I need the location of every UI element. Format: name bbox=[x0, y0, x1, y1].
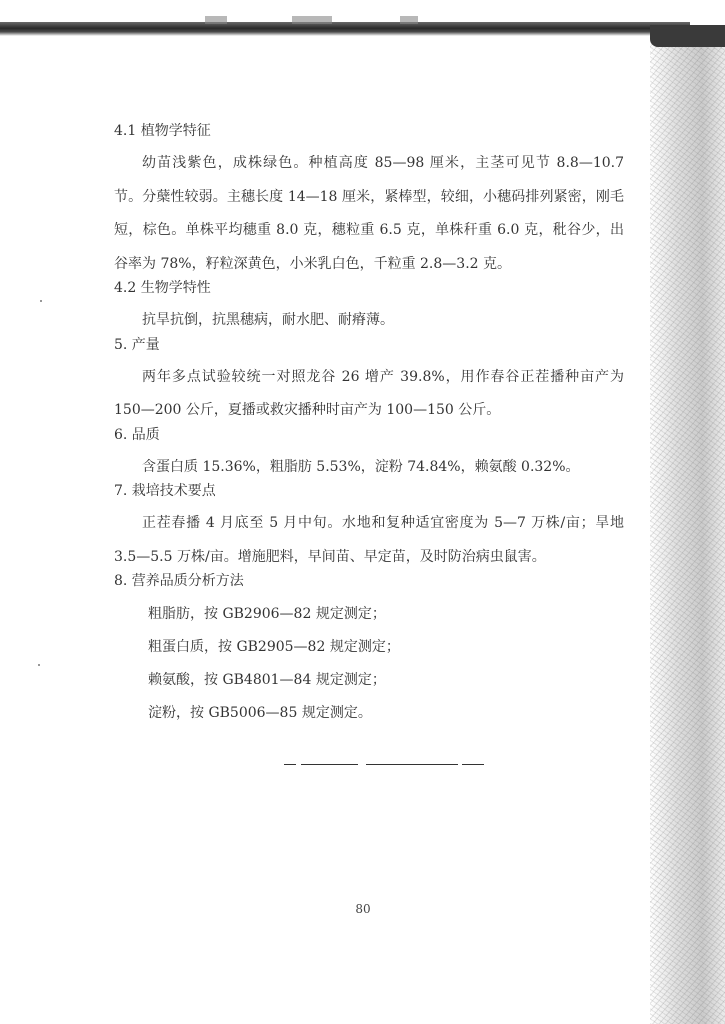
scan-speck bbox=[38, 664, 40, 666]
divider-gap bbox=[358, 761, 366, 767]
section-text-quality: 含蛋白质 15.36%，粗脂肪 5.53%，淀粉 74.84%，赖氨酸 0.32%。 bbox=[142, 458, 580, 475]
section-text-cultivation: 正茬春播 4 月底至 5 月中旬。水地和复种适宜密度为 5—7 万株/亩；旱地 3.5—5.5 万株/亩。增施肥料，早间苗、早定苗，及时防治病虫鼠害。 bbox=[114, 515, 624, 565]
scan-fleck bbox=[292, 16, 332, 24]
section-text-botanical: 幼苗浅紫色，成株绿色。种植高度 85—98 厘米，主茎可见节 8.8—10.7 节。分蘖性较弱。主穗长度 14—18 厘米，紧棒型，较细，小穗码排列紧密，刚毛短，棕色。单株平均穗重 8.0 克，穗粒重 6.5 克，单株秆重 6.0 克，秕谷少，出谷率为 78%，籽粒深黄色，小米乳白色，千粒重 2.8—3.2 克。 bbox=[114, 155, 624, 272]
scan-fleck bbox=[400, 16, 418, 24]
page-number: 80 bbox=[355, 902, 371, 916]
section-heading-quality: 6. 品质 bbox=[114, 426, 160, 443]
method-item: 粗蛋白质，按 GB2905—82 规定测定； bbox=[148, 639, 400, 655]
section-heading-biological: 4.2 生物学特性 bbox=[114, 280, 211, 296]
section-heading-yield: 5. 产量 bbox=[114, 336, 160, 353]
divider-gap bbox=[458, 761, 462, 767]
scan-top-edge bbox=[0, 22, 690, 36]
binding-top-shadow bbox=[650, 25, 725, 47]
end-divider bbox=[284, 764, 484, 765]
scan-speck bbox=[40, 300, 42, 302]
section-heading-botanical: 4.1 植物学特征 bbox=[114, 123, 211, 139]
method-item: 赖氨酸，按 GB4801—84 规定测定； bbox=[148, 672, 386, 688]
section-heading-analysis-methods: 8. 营养品质分析方法 bbox=[114, 573, 244, 589]
document-body bbox=[114, 122, 624, 737]
section-heading-cultivation: 7. 栽培技术要点 bbox=[114, 483, 216, 499]
method-item: 粗脂肪，按 GB2906—82 规定测定； bbox=[148, 606, 386, 622]
book-binding-shadow bbox=[650, 30, 725, 1024]
method-item: 淀粉，按 GB5006—85 规定测定。 bbox=[148, 705, 372, 721]
scan-fleck bbox=[205, 16, 227, 24]
section-text-yield: 两年多点试验较统一对照龙谷 26 增产 39.8%，用作春谷正茬播种亩产为 150—200 公斤，夏播或救灾播种时亩产为 100—150 公斤。 bbox=[114, 368, 624, 418]
section-text-biological: 抗旱抗倒，抗黑穗病，耐水肥、耐瘠薄。 bbox=[142, 312, 394, 328]
divider-gap bbox=[296, 761, 301, 767]
